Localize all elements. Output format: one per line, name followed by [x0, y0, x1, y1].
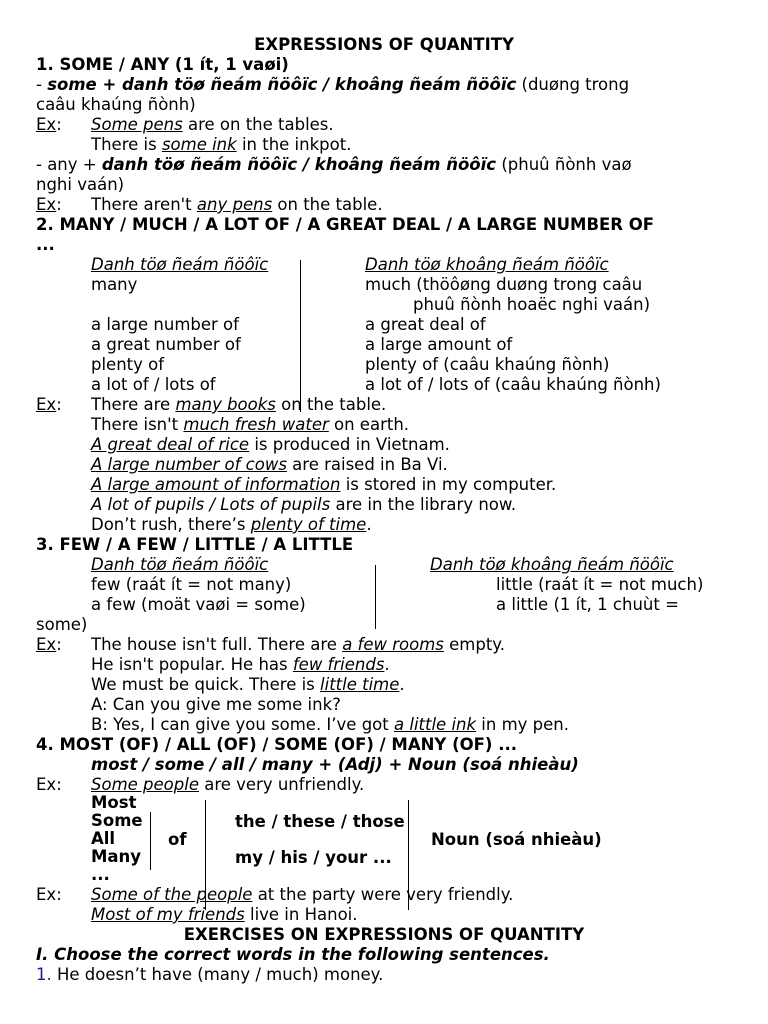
- example-sentence: Some people are very unfriendly.: [91, 775, 365, 794]
- uncountable-item: a great deal of: [365, 315, 486, 334]
- example-sentence: A: Can you give me some ink?: [91, 695, 341, 714]
- section-1-heading: 1. SOME / ANY (1 ít, 1 vaøi): [36, 55, 289, 74]
- example-sentence: We must be quick. There is little time.: [91, 675, 405, 694]
- uncountable-item: plenty of (caâu khaúng ñònh): [365, 355, 610, 374]
- uncountable-column-header: Danh töø khoâng ñeám ñöôïc: [365, 255, 609, 274]
- uncountable-item-cont: phuû ñònh hoaëc nghi vaán): [413, 295, 651, 314]
- quantifier-item: Some: [91, 811, 143, 830]
- table-divider: [150, 812, 151, 870]
- ex-label: Ex:: [36, 775, 62, 794]
- quantifier-list: [91, 794, 143, 884]
- example-sentence: Some pens are on the tables.: [91, 115, 334, 134]
- example-sentence: The house isn't full. There are a few rooms empty.: [91, 635, 505, 654]
- example-sentence: There are many books on the table.: [91, 395, 387, 414]
- determiner-option: the / these / those: [235, 812, 405, 831]
- countable-item: a large number of: [91, 315, 239, 334]
- quantifier-item: ...: [91, 865, 110, 884]
- ex-label: Ex:: [36, 885, 62, 904]
- document-title: EXPRESSIONS OF QUANTITY: [254, 35, 514, 54]
- section-1-rule-1-cont: caâu khaúng ñònh): [36, 95, 196, 114]
- column-divider: [375, 565, 376, 629]
- example-sentence: A great deal of rice is produced in Vietnam.: [91, 435, 450, 454]
- section-2-heading-cont: ...: [36, 235, 55, 254]
- example-sentence: There aren't any pens on the table.: [91, 195, 383, 214]
- section-3-heading: 3. FEW / A FEW / LITTLE / A LITTLE: [36, 535, 354, 554]
- section-4-heading: 4. MOST (OF) / ALL (OF) / SOME (OF) / MANY (OF) ...: [36, 735, 518, 754]
- example-sentence: There is some ink in the inkpot.: [91, 135, 352, 154]
- uncountable-item: a little (1 ít, 1 chuùt =: [496, 595, 679, 614]
- example-sentence: Most of my friends live in Hanoi.: [91, 905, 358, 924]
- section-2-heading: 2. MANY / MUCH / A LOT OF / A GREAT DEAL / A LARGE NUMBER OF: [36, 215, 655, 234]
- countable-item: a lot of / lots of: [91, 375, 216, 394]
- determiner-option: my / his / your ...: [235, 848, 392, 867]
- uncountable-item-cont: some): [36, 615, 88, 634]
- ex-label: Ex:: [36, 195, 62, 214]
- example-sentence: A large number of cows are raised in Ba Vi.: [91, 455, 448, 474]
- ex-label: Ex:: [36, 395, 62, 414]
- countable-item: a few (moät vaøi = some): [91, 595, 306, 614]
- section-4-formula: most / some / all / many + (Adj) + Noun (soá nhieàu): [91, 755, 579, 774]
- ex-label: Ex:: [36, 635, 62, 654]
- example-sentence: There isn't much fresh water on earth.: [91, 415, 410, 434]
- of-word: of: [168, 830, 187, 849]
- countable-item: plenty of: [91, 355, 165, 374]
- uncountable-item: a large amount of: [365, 335, 513, 354]
- uncountable-column-header: Danh töø khoâng ñeám ñöôïc: [430, 555, 674, 574]
- exercise-question: 1. He doesn’t have (many / much) money.: [36, 965, 384, 984]
- noun-plural: Noun (soá nhieàu): [431, 830, 602, 849]
- quantifier-item: All: [91, 829, 116, 848]
- ex-label: Ex:: [36, 115, 62, 134]
- quantifier-item: Many: [91, 847, 142, 866]
- section-1-rule-2: - any + danh töø ñeám ñöôïc / khoâng ñeám ñöôïc (phuû ñònh vaø: [36, 155, 632, 174]
- example-sentence: Don’t rush, there’s plenty of time.: [91, 515, 372, 534]
- countable-item: many: [91, 275, 138, 294]
- exercise-part-heading: I. Choose the correct words in the following sentences.: [36, 945, 550, 964]
- column-divider: [300, 260, 301, 412]
- countable-item: a great number of: [91, 335, 241, 354]
- example-sentence: He isn't popular. He has few friends.: [91, 655, 390, 674]
- countable-column-header: Danh töø ñeám ñöôïc: [91, 255, 269, 274]
- quantifier-item: Most: [91, 793, 137, 812]
- example-sentence: A large amount of information is stored in my computer.: [91, 475, 557, 494]
- section-1-rule-2-cont: nghi vaán): [36, 175, 125, 194]
- example-sentence: Some of the people at the party were very friendly.: [91, 885, 514, 904]
- example-sentence: A lot of pupils / Lots of pupils are in the library now.: [91, 495, 517, 514]
- countable-column-header: Danh töø ñeám ñöôïc: [91, 555, 269, 574]
- countable-item: few (raát ít = not many): [91, 575, 292, 594]
- uncountable-item: much (thöôøng duøng trong caâu: [365, 275, 643, 294]
- uncountable-item: a lot of / lots of (caâu khaúng ñònh): [365, 375, 661, 394]
- exercises-title: EXERCISES ON EXPRESSIONS OF QUANTITY: [183, 925, 585, 944]
- example-sentence: B: Yes, I can give you some. I’ve got a little ink in my pen.: [91, 715, 569, 734]
- uncountable-item: little (raát ít = not much): [496, 575, 704, 594]
- section-1-rule-1: - some + danh töø ñeám ñöôïc / khoâng ñeám ñöôïc (duøng trong: [36, 75, 630, 94]
